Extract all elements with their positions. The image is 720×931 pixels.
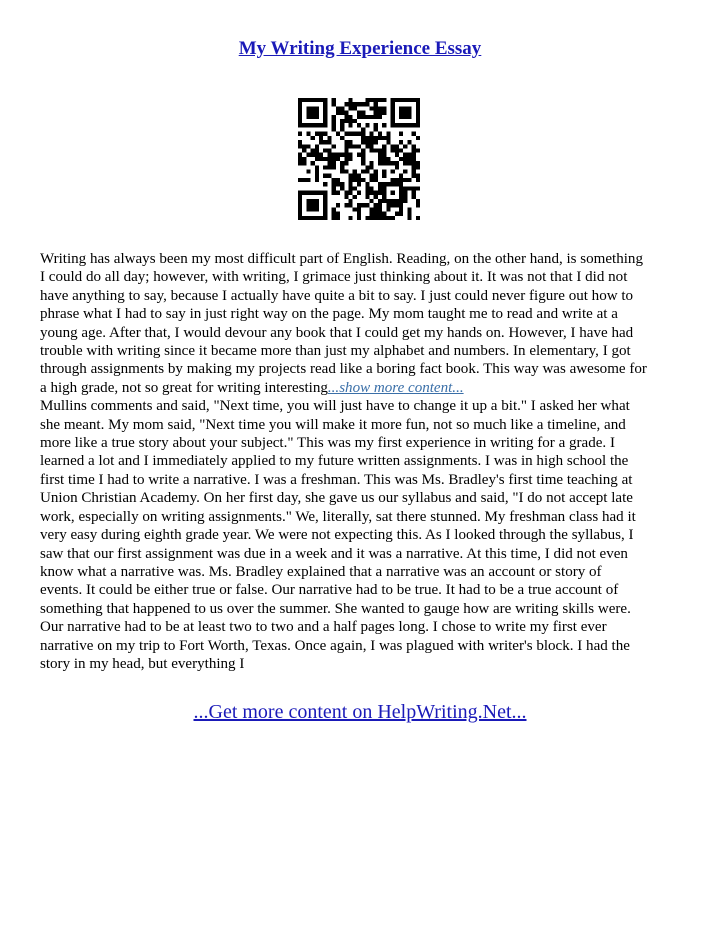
essay-line: narrative on my trip to Fort Worth, Texas. Once again, I was plagued with writer's block. I had the — [40, 637, 630, 654]
show-more-link[interactable]: ...show more content... — [327, 379, 464, 396]
essay-line: have anything to say, because I actually have quite a bit to say. I just could never figure out how to — [40, 287, 634, 304]
essay-line: saw that our first assignment was due in a week and it was a narrative. At this time, I did not even — [40, 545, 628, 562]
essay-line: first time I had to write a narrative. I was a freshman. This was Ms. Bradley's first time teaching at — [40, 471, 633, 488]
essay-line: Writing has always been my most difficult part of English. Reading, on the other hand, is something — [40, 251, 643, 267]
essay-line: more like a true story about your subject." This was my first experience in writing for a grade. I — [40, 435, 615, 452]
essay-line: know what a narrative was. Ms. Bradley explained that a narrative was an account or story of — [40, 563, 602, 580]
essay-line: learned a lot and I immediately applied to my future written assignments. I was in high school the — [40, 453, 629, 470]
page-title[interactable]: My Writing Experience Essay — [238, 38, 482, 59]
essay-line: she meant. My mom said, "Next time you will make it more fun, not so much like a timeline, and — [40, 416, 626, 433]
essay-line: something that happened to us over the summer. She wanted to gauge how are writing skills were. — [40, 600, 631, 617]
essay-line: phrase what I had to say in just right way on the page. My mom taught me to read and write at a — [40, 306, 618, 323]
essay-line: through assignments by making my projects read like a boring fact book. This way was awesome for — [40, 361, 647, 378]
essay-body — [40, 250, 684, 673]
qr-code-graphic — [298, 98, 420, 220]
essay-line: story in my head, but everything I — [40, 655, 245, 672]
essay-line: I could do all day; however, with writing, I grimace just thinking about it. It was not that I did not — [40, 269, 628, 286]
essay-line-text: a high grade, not so great for writing interesting — [40, 379, 328, 396]
essay-line: young age. After that, I would devour any book that I could get my hands on. However, I have had — [40, 324, 634, 341]
essay-line: Our narrative had to be at least two to two and a half pages long. I chose to write my first ever — [40, 619, 607, 636]
essay-line-with-link — [40, 379, 684, 397]
essay-line: work, especially on writing assignments." We, literally, sat there stunned. My freshman class had it — [40, 508, 636, 525]
essay-line: very easy during eighth grade year. We were not expecting this. As I looked through the syllabus, I — [40, 527, 634, 544]
get-more-content-link[interactable]: ...Get more content on HelpWriting.Net... — [193, 701, 527, 723]
essay-line: events. It could be either true or false. Our narrative had to be true. It had to be a true account of — [40, 582, 619, 599]
essay-line: trouble with writing since it became more than just my alphabet and numbers. In elementary, I got — [40, 343, 631, 360]
essay-line: Mullins comments and said, "Next time, you will just have to change it up a bit." I asked her what — [40, 398, 630, 415]
qr-code-icon — [298, 98, 420, 220]
essay-line: Union Christian Academy. On her first day, she gave us our syllabus and said, "I do not accept late — [40, 490, 633, 507]
